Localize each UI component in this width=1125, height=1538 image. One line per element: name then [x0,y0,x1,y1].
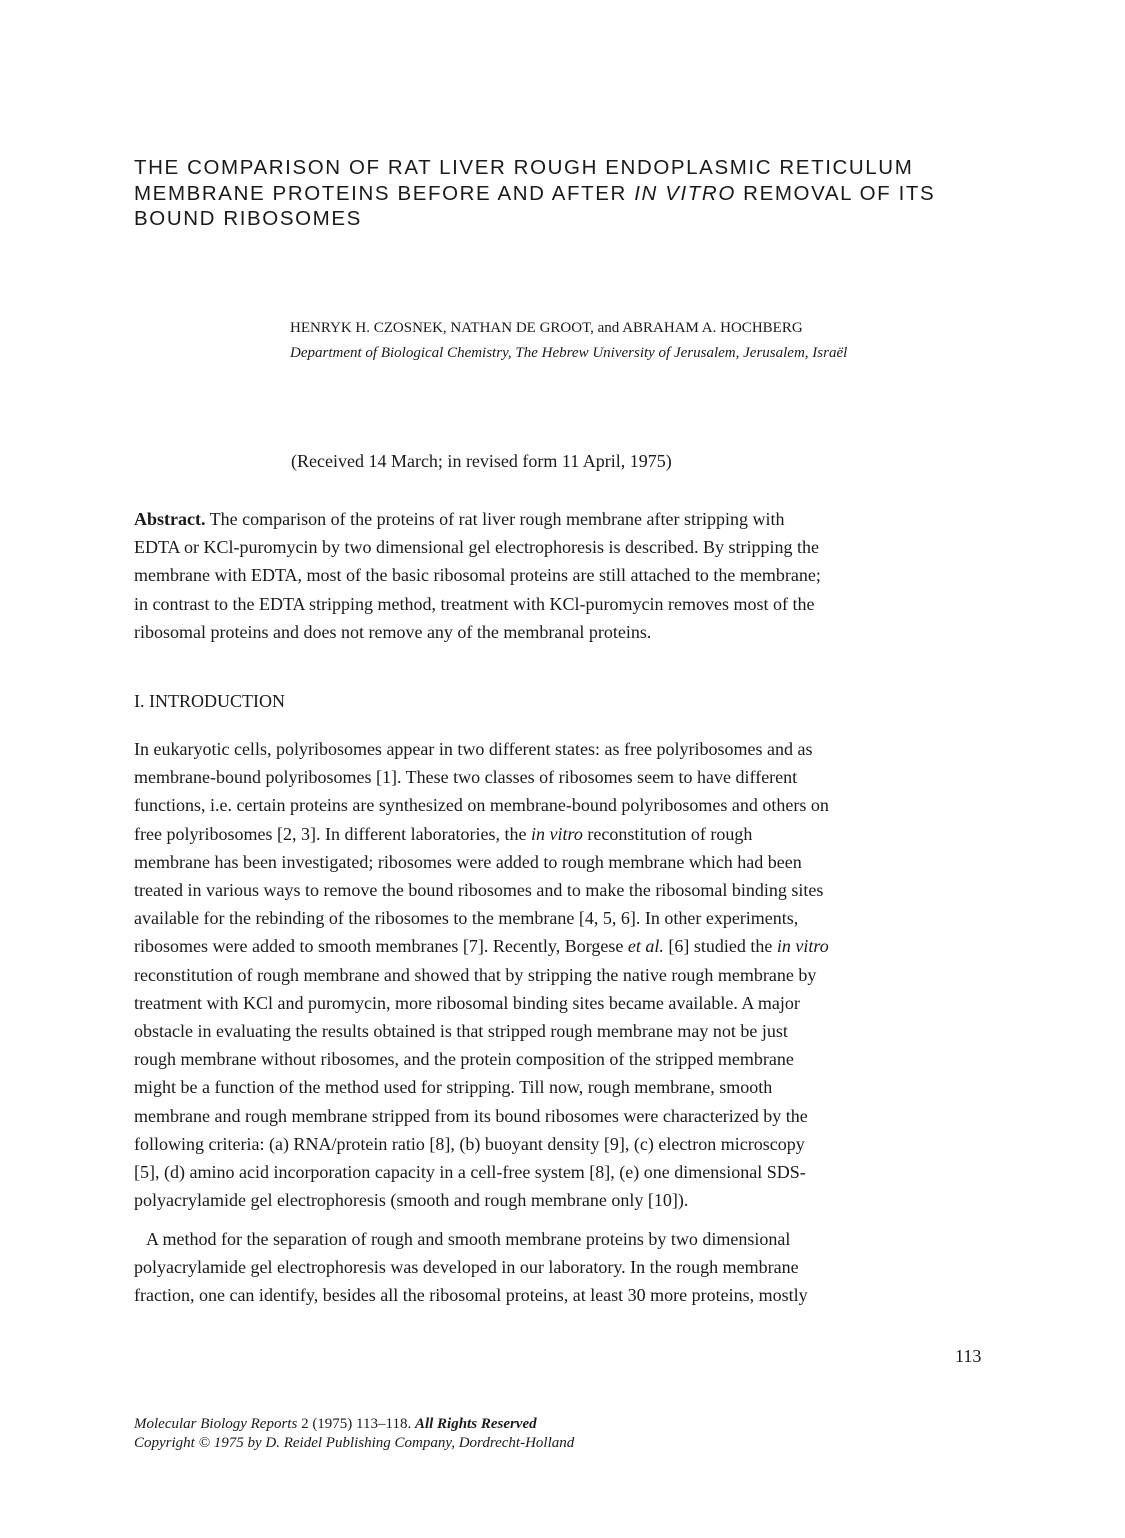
abstract-line-4: in contrast to the EDTA stripping method, treatment with KCl-puromycin removes most of the [134,593,815,614]
intro-line: [5], (d) amino acid incorporation capacity in a cell-free system [8], (e) one dimensional SDS- [134,1162,806,1183]
abstract-line-1: Abstract. The comparison of the proteins of rat liver rough membrane after stripping with [134,509,785,529]
intro-line: treatment with KCl and puromycin, more ribosomal binding sites became available. A major [134,992,800,1013]
intro-line: reconstitution of rough membrane and showed that by stripping the native rough membrane by [134,964,817,985]
intro-line: available for the rebinding of the ribosomes to the membrane [4, 5, 6]. In other experiments, [134,908,799,929]
abstract-line-3: membrane with EDTA, most of the basic ribosomal proteins are still attached to the membrane; [134,565,821,586]
author-affiliation: Department of Biological Chemistry, The Hebrew University of Jerusalem, Jerusalem, Israël [290,345,848,361]
intro-line: A method for the separation of rough and smooth membrane proteins by two dimensional [146,1229,791,1249]
title-line-1: THE COMPARISON OF RAT LIVER ROUGH ENDOPLASMIC RETICULUM [134,156,914,179]
intro-line: might be a function of the method used for stripping. Till now, rough membrane, smooth [134,1077,773,1098]
intro-line: treated in various ways to remove the bound ribosomes and to make the ribosomal binding sites [134,880,824,901]
intro-line: ribosomes were added to smooth membranes [7]. Recently, Borgese et al. [6] studied the in vitro [134,936,829,957]
title-line-2: MEMBRANE PROTEINS BEFORE AND AFTER IN VITRO REMOVAL OF ITS [134,181,936,205]
intro-line: polyacrylamide gel electrophoresis (smooth and rough membrane only [10]). [134,1190,689,1211]
intro-line: obstacle in evaluating the results obtained is that stripped rough membrane may not be just [134,1021,788,1042]
abstract-line-2: EDTA or KCl-puromycin by two dimensional gel electrophoresis is described. By stripping the [134,537,819,558]
abstract [134,505,1004,646]
intro-line: membrane and rough membrane stripped from its bound ribosomes were characterized by the [134,1105,808,1126]
footer-copyright: Copyright © 1975 by D. Reidel Publishing Company, Dordrecht-Holland [134,1435,575,1451]
abstract-label: Abstract. [134,509,206,529]
intro-line: functions, i.e. certain proteins are synthesized on membrane-bound polyribosomes and others on [134,795,829,816]
intro-paragraph-1 [134,735,1004,1214]
received-date: (Received 14 March; in revised form 11 April, 1975) [291,451,672,471]
intro-line: polyacrylamide gel electrophoresis was developed in our laboratory. In the rough membrane [134,1257,799,1277]
intro-line: following criteria: (a) RNA/protein ratio [8], (b) buoyant density [9], (c) electron microscopy [134,1133,805,1154]
intro-line: membrane has been investigated; ribosomes were added to rough membrane which had been [134,851,802,872]
intro-line: fraction, one can identify, besides all the ribosomal proteins, at least 30 more proteins, mostly [134,1285,808,1306]
intro-line: free polyribosomes [2, 3]. In different laboratories, the in vitro reconstitution of rough [134,823,753,844]
paper-title [134,155,1014,232]
intro-line: membrane-bound polyribosomes [1]. These two classes of ribosomes seem to have different [134,767,798,788]
section-heading: I. INTRODUCTION [134,691,285,711]
author-list: HENRYK H. CZOSNEK, NATHAN DE GROOT, and ABRAHAM A. HOCHBERG [290,320,803,336]
intro-paragraph-2 [134,1225,1004,1253]
intro-line: In eukaryotic cells, polyribosomes appear in two different states: as free polyribosomes and as [134,739,813,759]
title-line-3: BOUND RIBOSOMES [134,207,362,230]
intro-line: rough membrane without ribosomes, and the protein composition of the stripped membrane [134,1049,794,1070]
footer-citation: Molecular Biology Reports 2 (1975) 113–118. All Rights Reserved [134,1416,537,1432]
page-number: 113 [955,1346,982,1366]
intro-paragraph-2-cont [134,1253,1004,1309]
abstract-line-5: ribosomal proteins and does not remove any of the membranal proteins. [134,621,652,642]
